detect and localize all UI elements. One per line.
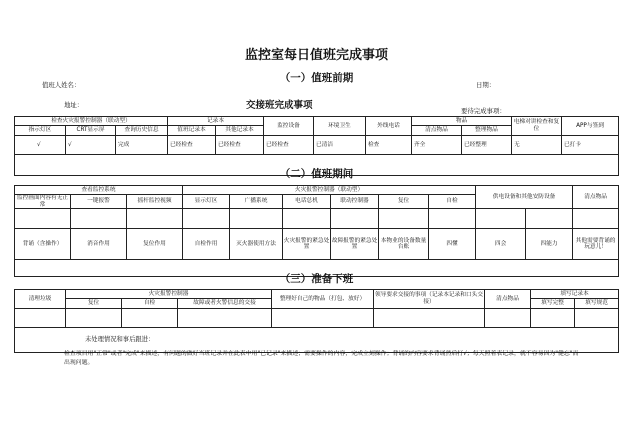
cell (127, 209, 183, 229)
sub-header: 联动控制器 (331, 195, 379, 209)
sub-header: 故障或者火警信息的交接 (178, 299, 272, 309)
cell (476, 209, 526, 229)
sub-header: 复位 (66, 299, 122, 309)
cell: 已经检查 (264, 136, 314, 155)
sub-header: 一键报警 (71, 195, 127, 209)
address-label: 地址： (64, 101, 84, 109)
recite-item: 消音作用 (71, 229, 127, 260)
sub-header: 整理物品 (462, 126, 512, 136)
cell: 检查 (366, 136, 412, 155)
recite-item: 复位作用 (127, 229, 183, 260)
date-label: 日期： (476, 81, 496, 89)
sub-header: 电话总机 (283, 195, 331, 209)
logbook-header: 记录本 (168, 117, 264, 126)
cell (526, 209, 573, 229)
power-security-header: 供电设备和其他安防设备 (476, 186, 573, 209)
sub-header: 指示灯区 (15, 126, 66, 136)
monitoring-system-header: 查看监控系统 (15, 186, 183, 195)
sub-header: 清点物品 (412, 126, 462, 136)
trash-header: 清理垃圾 (15, 290, 66, 309)
external-phone-header: 外线电话 (366, 117, 412, 136)
cell (122, 309, 178, 328)
section-pre-duty: （一）值班前期 (279, 72, 354, 84)
items-header: 清点物品 (573, 186, 619, 209)
leader-handover-header: 领导要求交接的事项（记录本记录和口头交接） (374, 290, 485, 309)
fill-logbook-header: 填写记录本 (531, 290, 619, 299)
cell (15, 309, 66, 328)
section-during-duty: （二）值班期间 (279, 168, 354, 180)
cell (331, 209, 379, 229)
handover-heading: 交接班完成事项 (246, 100, 313, 111)
items-header: 物品 (412, 117, 512, 126)
cell (272, 309, 374, 328)
cell (575, 309, 619, 328)
sub-header: 自检 (122, 299, 178, 309)
cell: 无 (512, 136, 562, 155)
sub-header: 显示灯区 (183, 195, 230, 209)
elevator-intercom-header: 电梯对讲检查和复位 (512, 117, 562, 136)
recite-item: 四能力 (526, 229, 573, 260)
during-duty-table (14, 185, 619, 277)
fire-panel-header: 火灾报警控制器（联动型） (183, 186, 476, 195)
recite-label: 背诵（含操作） (15, 229, 71, 260)
cell (374, 309, 485, 328)
recite-item: 其他需要背诵的玩意儿！ (573, 229, 619, 260)
cell (283, 209, 331, 229)
sub-header: 监控画面内容有无正常 (15, 195, 71, 209)
sub-header: 其他记录本 (216, 126, 264, 136)
duty-person-label: 值班人姓名： (42, 81, 81, 89)
cell (230, 209, 283, 229)
cell (15, 209, 71, 229)
cell (485, 309, 531, 328)
sub-header: 自检 (429, 195, 476, 209)
cell (531, 309, 575, 328)
cell: 已经检查 (168, 136, 216, 155)
sub-header: 填写规范 (575, 299, 619, 309)
page-title: 监控室每日值班完成事项 (244, 48, 388, 63)
cell (379, 209, 429, 229)
fire-panel-header: 检查火灾报警控制器（联动型） (15, 117, 168, 126)
hygiene-header: 环境卫生 (314, 117, 366, 136)
cell: 已经整理 (462, 136, 512, 155)
section-before-leaving: （三）准备下班 (279, 273, 354, 285)
pending-label: 要待完成事项： (461, 107, 506, 115)
personal-items-header: 整理好自己的物品（打包、放好） (272, 290, 374, 309)
cell (429, 209, 476, 229)
recite-item: 四会 (476, 229, 526, 260)
cell (66, 309, 122, 328)
recite-item: 本物业的设备数量台账 (379, 229, 429, 260)
cell: 完成 (116, 136, 168, 155)
unresolved-label: 未处理情况和事后跟进： (15, 328, 619, 353)
app-checkin-header: APP与签到 (562, 117, 619, 136)
before-leaving-table (14, 289, 619, 353)
sub-header: CRT显示屏 (66, 126, 116, 136)
sub-header: 查询历史信息 (116, 126, 168, 136)
recite-item: 火灾报警的紧急处置 (283, 229, 331, 260)
cell (573, 209, 619, 229)
monitor-equipment-header: 监控设备 (264, 117, 314, 136)
recite-item: 灭火器使用方法 (230, 229, 283, 260)
notes: 检查项目用"正常"或者"完成"来描述，有问题的做好当班记录并在此表中用"已记录"来描述；需要操作的内容，完成立刻操作；背诵的内容要求背诵然后打√；每天照着表记录，就不容易因为"健忘"而出现问题。 (64, 351, 579, 366)
cell (178, 309, 272, 328)
sub-header: 值班记录本 (168, 126, 216, 136)
cell: 齐全 (412, 136, 462, 155)
fire-panel-header: 火灾报警控制器 (66, 290, 272, 299)
cell: √ (15, 136, 66, 155)
items-header: 清点物品 (485, 290, 531, 309)
cell: 已经检查 (216, 136, 264, 155)
cell: √ (66, 136, 116, 155)
recite-item: 四懂 (429, 229, 476, 260)
cell: 已打卡 (562, 136, 619, 155)
cell (71, 209, 127, 229)
sub-header: 复位 (379, 195, 429, 209)
cell: 已清洁 (314, 136, 366, 155)
sub-header: 摇杆监控视频 (127, 195, 183, 209)
sub-header: 广播系统 (230, 195, 283, 209)
sub-header: 填写完整 (531, 299, 575, 309)
recite-item: 自检作用 (183, 229, 230, 260)
cell (183, 209, 230, 229)
recite-item: 故障报警的紧急处置 (331, 229, 379, 260)
